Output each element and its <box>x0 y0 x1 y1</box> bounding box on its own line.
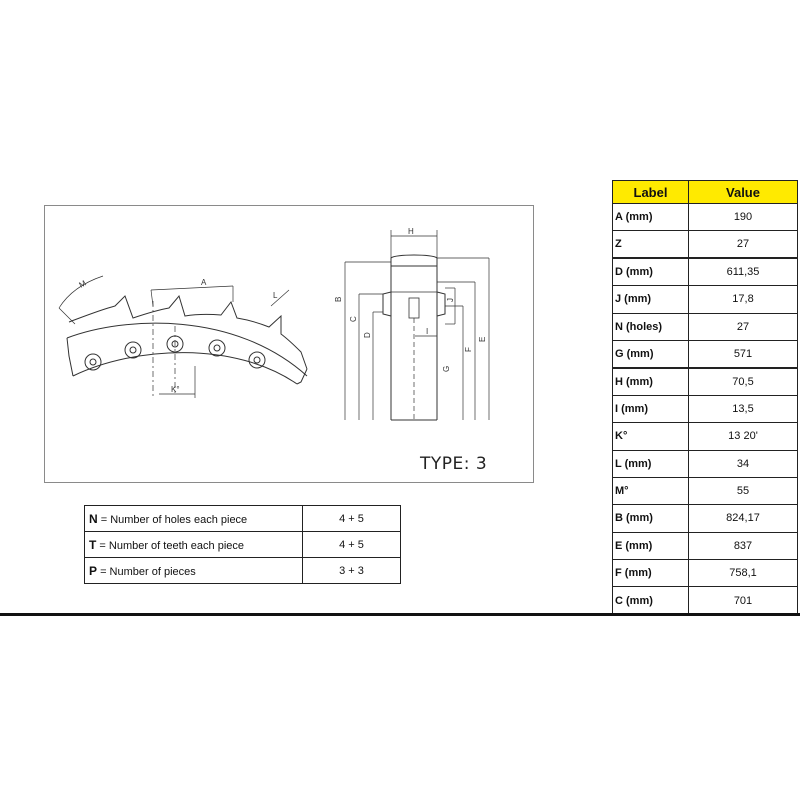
legend-value: 4 + 5 <box>303 532 401 558</box>
dim-label-c: C <box>349 316 358 322</box>
spec-row-h <box>613 368 798 395</box>
sprocket-mid-arc <box>67 323 307 376</box>
spec-value: 571 <box>689 340 798 367</box>
spec-label: H (mm) <box>613 368 689 395</box>
spec-label: F (mm) <box>613 560 689 587</box>
dim-label-f: F <box>464 347 473 352</box>
dim-label-j: J <box>446 298 455 302</box>
dim-label-b: B <box>334 296 343 302</box>
spec-value: 758,1 <box>689 560 798 587</box>
spec-value: 17,8 <box>689 286 798 313</box>
dim-label-m: M <box>77 278 88 290</box>
spec-label: L (mm) <box>613 450 689 477</box>
spec-label: Z <box>613 231 689 258</box>
spec-row-b <box>613 505 798 532</box>
legend-text: = Number of teeth each piece <box>96 539 245 552</box>
legend-value: 3 + 3 <box>303 558 401 584</box>
spec-value: 34 <box>689 450 798 477</box>
spec-value: 55 <box>689 477 798 504</box>
spec-value: 611,35 <box>689 258 798 285</box>
spec-row-n <box>613 313 798 340</box>
spec-label: A (mm) <box>613 204 689 231</box>
legend-description <box>85 532 303 558</box>
legend-value: 4 + 5 <box>303 506 401 532</box>
spec-label: K° <box>613 423 689 450</box>
spec-value: 13 20' <box>689 423 798 450</box>
spec-label: C (mm) <box>613 587 689 614</box>
spec-label: B (mm) <box>613 505 689 532</box>
dim-label-e: E <box>478 336 487 342</box>
dim-label-l: L <box>273 291 278 300</box>
spec-row-d <box>613 258 798 285</box>
spec-value: 701 <box>689 587 798 614</box>
spec-label: G (mm) <box>613 340 689 367</box>
spec-value: 27 <box>689 231 798 258</box>
sprocket-tooth-profile <box>69 296 307 369</box>
dim-label-a: A <box>201 278 207 287</box>
spec-value: 70,5 <box>689 368 798 395</box>
spec-header-row <box>613 181 798 204</box>
dim-label-g: G <box>442 365 451 372</box>
sprocket-left-end <box>67 338 73 376</box>
spec-row-k <box>613 423 798 450</box>
technical-drawing <box>45 206 535 484</box>
legend-description <box>85 558 303 584</box>
spec-table <box>612 180 798 615</box>
legend-row-pieces <box>85 558 401 584</box>
spec-row-f <box>613 560 798 587</box>
legend-text: = Number of holes each piece <box>97 513 248 526</box>
dim-label-h: H <box>408 227 414 236</box>
spec-row-j <box>613 286 798 313</box>
spec-label: M° <box>613 477 689 504</box>
spec-value: 837 <box>689 532 798 559</box>
spec-value: 27 <box>689 313 798 340</box>
spec-row-c <box>613 587 798 614</box>
spec-label: E (mm) <box>613 532 689 559</box>
section-tooth-cap <box>391 255 437 266</box>
legend-symbol: T <box>89 537 97 552</box>
base-divider-line <box>0 613 800 616</box>
spec-header-label: Label <box>613 181 689 204</box>
dim-label-k: K° <box>171 385 180 394</box>
spec-row-z <box>613 231 798 258</box>
spec-row-a <box>613 204 798 231</box>
cross-section-view <box>345 230 489 420</box>
spec-label: D (mm) <box>613 258 689 285</box>
spec-row-l <box>613 450 798 477</box>
legend-text: = Number of pieces <box>97 565 196 578</box>
spec-row-m <box>613 477 798 504</box>
dim-label-i: I <box>426 327 429 336</box>
spec-value: 13,5 <box>689 395 798 422</box>
spec-row-e <box>613 532 798 559</box>
sprocket-segment-view <box>59 276 307 398</box>
type-label: TYPE: 3 <box>420 454 488 474</box>
spec-header-value: Value <box>689 181 798 204</box>
legend-symbol: P <box>89 563 98 578</box>
dim-label-d: D <box>363 332 372 338</box>
legend-row-holes <box>85 506 401 532</box>
spec-row-g <box>613 340 798 367</box>
spec-label: I (mm) <box>613 395 689 422</box>
spec-row-i <box>613 395 798 422</box>
spec-label: J (mm) <box>613 286 689 313</box>
legend-row-teeth <box>85 532 401 558</box>
legend-symbol: N <box>89 511 98 526</box>
legend-table <box>84 505 401 584</box>
spec-label: N (holes) <box>613 313 689 340</box>
drawing-frame <box>44 205 534 483</box>
legend-description <box>85 506 303 532</box>
sprocket-inner-arc <box>73 353 297 384</box>
spec-value: 190 <box>689 204 798 231</box>
spec-value: 824,17 <box>689 505 798 532</box>
